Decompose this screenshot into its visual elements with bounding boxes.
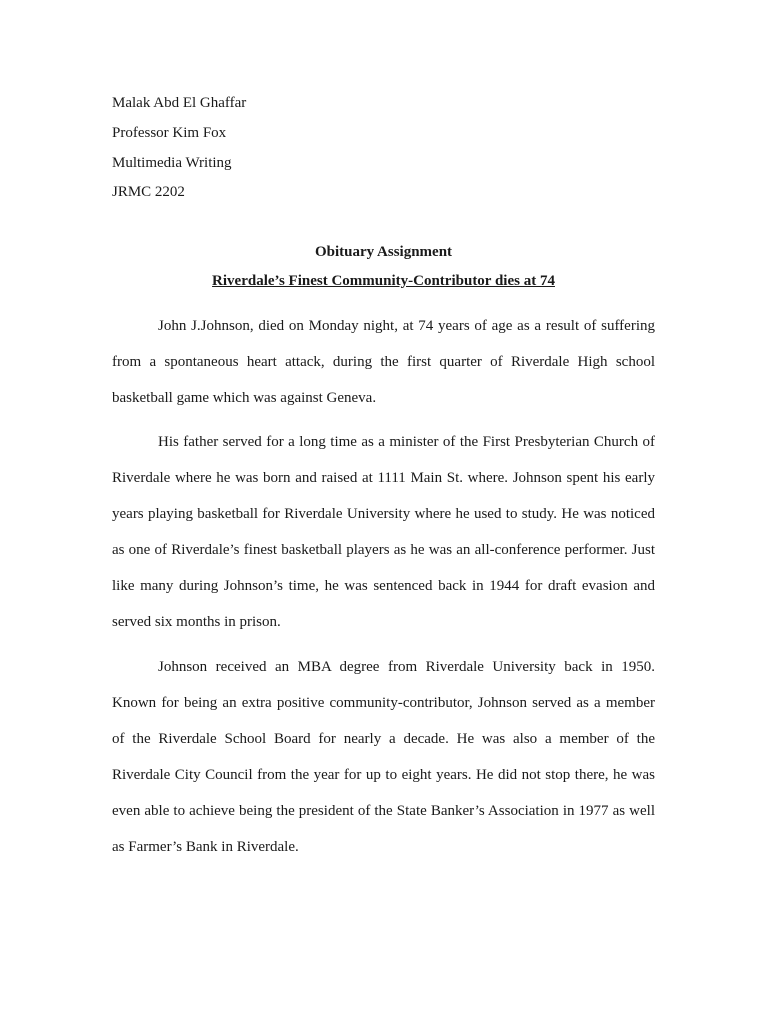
paragraph-3: Johnson received an MBA degree from Riverdale University back in 1950. Known for being an extra positive community-contributor, Johnson served as a member of the Riverdale School Board for nearly a decade. He was also a member of the Riverdale City Council from the year for up to eight years. He did not stop there, he was even able to achieve being the president of the State Banker’s Association in 1977 as well as Farmer’s Bank in Riverdale. xyxy=(112,659,655,855)
course-code: JRMC 2202 xyxy=(112,184,185,200)
course-name: Multimedia Writing xyxy=(112,155,232,171)
paragraph-2: His father served for a long time as a minister of the First Presbyterian Church of Riverdale where he was born and raised at 1111 Main St. where. Johnson spent his early years playing basketball for Riverdale University where he used to study. He was noticed as one of Riverdale’s finest basketball players as he was an all-conference performer. Just like many during Johnson’s time, he was sentenced back in 1944 for draft evasion and served six months in prison. xyxy=(112,434,655,630)
professor-name: Professor Kim Fox xyxy=(112,125,227,141)
document-title: Obituary Assignment xyxy=(314,244,453,260)
document-subtitle: Riverdale’s Finest Community-Contributor dies at 74 xyxy=(212,273,555,289)
paragraph-1: John J.Johnson, died on Monday night, at 74 years of age as a result of suffering from a spontaneous heart attack, during the first quarter of Riverdale High school basketball game which was against Geneva. xyxy=(112,318,655,406)
author-name: Malak Abd El Ghaffar xyxy=(112,95,247,111)
